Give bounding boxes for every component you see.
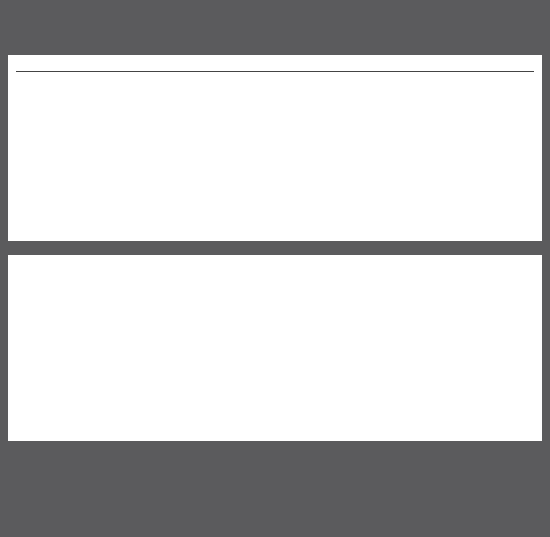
spiral-gap [0, 241, 550, 255]
planner-bottom-page [8, 255, 542, 441]
header-rule [16, 71, 534, 72]
planner-top-page [8, 55, 542, 241]
